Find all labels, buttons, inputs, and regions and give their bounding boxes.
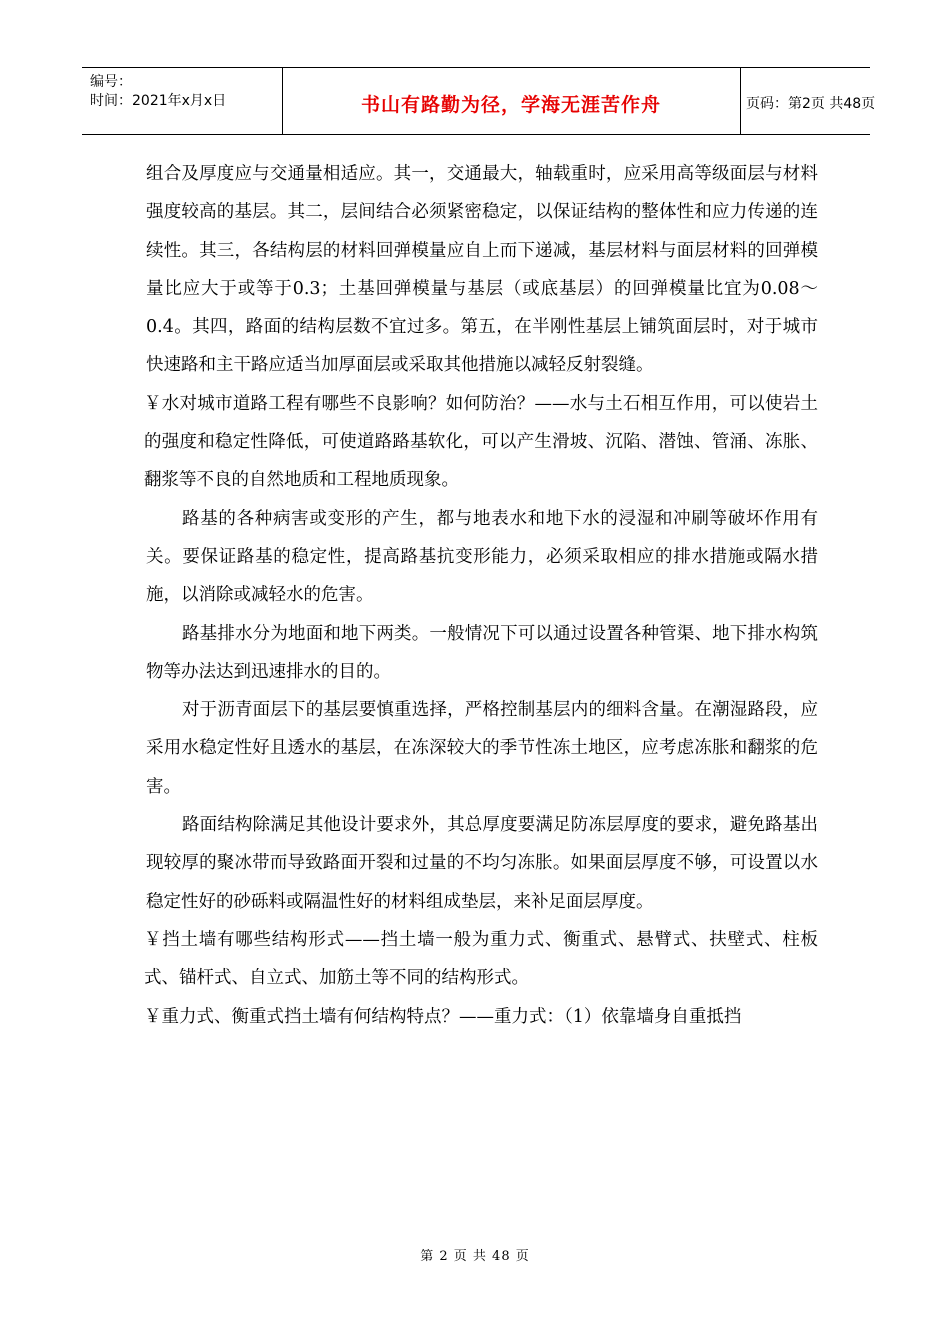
document-number-label: 编号：	[90, 74, 132, 90]
header-motto: 书山有路勤为径，学海无涯苦作舟	[360, 94, 661, 116]
question-gravity-wall-features: ￥重力式、衡重式挡土墙有何结构特点？——重力式：（1）依靠墙身自重抵挡	[144, 1006, 742, 1027]
paragraph-subgrade-drainage: 路基排水分为地面和地下两类。一般情况下可以通过设置各种管渠、地下排水构筑物等办法达到迅速排水的目的。	[146, 623, 818, 682]
page-footer: 第 2 页 共 48 页	[420, 1249, 530, 1264]
question-retaining-wall-forms: ￥挡土墙有哪些结构形式——挡土墙一般为重力式、衡重式、悬臂式、扶壁式、柱板式、锚杆式、自立式、加筋土等不同的结构形式。	[144, 929, 818, 989]
header-middle-cell	[282, 68, 741, 134]
paragraph-frost-protection: 路面结构除满足其他设计要求外，其总厚度要满足防冻层厚度的要求，避免路基出现较厚的聚冰带而导致路面开裂和过量的不均匀冻胀。如果面层厚度不够，可设置以水稳定性好的砂砾料或隔温性好的材料组成垫层，来补足面层厚度。	[146, 815, 818, 912]
header-left-cell	[82, 68, 283, 134]
header-page-info: 页码：第2页 共48页	[746, 96, 876, 112]
header-right-cell	[740, 68, 876, 134]
question-water-effects: ￥水对城市道路工程有哪些不良影响？如何防治？——水与土石相互作用，可以使岩土的强度和稳定性降低，可使道路路基软化，可以产生滑坡、沉陷、潜蚀、管涌、冻胀、翻浆等不良的自然地质和工程地质现象。	[144, 393, 818, 491]
paragraph-road-structure-principles: 组合及厚度应与交通量相适应。其一，交通最大，轴载重时，应采用高等级面层与材料强度较高的基层。其二，层间结合必须紧密稳定，以保证结构的整体性和应力传递的连续性。其三，各结构层的材料回弹模量应自上而下递减，基层材料与面层材料的回弹模量比应大于或等于0.3；土基回弹模量与基层（或底基层）的回弹模量比宜为0.08～0.4。其四，路面的结构层数不宜过多。第五，在半刚性基层上铺筑面层时，对于城市快速路和主干路应适当加厚面层或采取其他措施以减轻反射裂缝。	[146, 164, 818, 376]
document-body	[146, 155, 818, 1036]
paragraph-subgrade-damage: 路基的各种病害或变形的产生，都与地表水和地下水的浸湿和冲刷等破坏作用有关。要保证路基的稳定性，提高路基抗变形能力，必须采取相应的排水措施或隔水措施，以消除或减轻水的危害。	[146, 508, 818, 606]
page-header	[82, 67, 876, 135]
paragraph-base-selection: 对于沥青面层下的基层要慎重选择，严格控制基层内的细料含量。在潮湿路段，应采用水稳定性好且透水的基层，在冻深较大的季节性冻土地区，应考虑冻胀和翻浆的危害。	[146, 700, 818, 797]
document-time-label: 时间：2021年x月x日	[90, 93, 227, 109]
